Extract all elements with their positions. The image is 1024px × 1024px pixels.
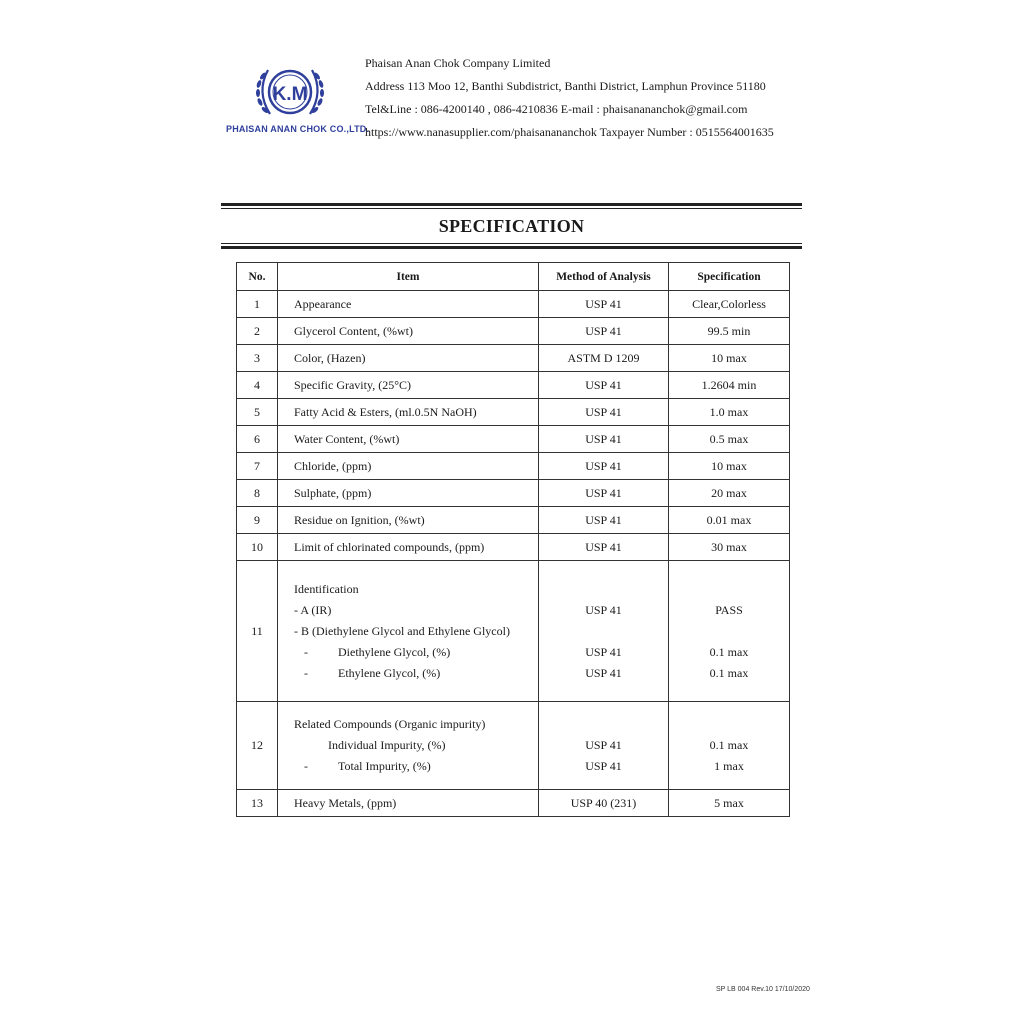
header-specification: Specification [669, 263, 790, 291]
item-sub-label: Ethylene Glycol, (%) [338, 665, 441, 680]
row-spec: 0.5 max [669, 426, 790, 453]
laurel-emblem-icon [246, 62, 334, 124]
table-row [237, 399, 790, 426]
row-spec [669, 561, 790, 702]
table-row [237, 345, 790, 372]
row-number: 1 [237, 291, 278, 318]
row-item: Chloride, (ppm) [278, 453, 539, 480]
logo-caption: PHAISAN ANAN CHOK CO.,LTD. [226, 124, 370, 134]
row-item: Fatty Acid & Esters, (ml.0.5N NaOH) [278, 399, 539, 426]
title-rule-top-thick [221, 203, 802, 206]
row-number: 2 [237, 318, 278, 345]
item-sub-label: Individual Impurity, (%) [328, 738, 446, 752]
method-value: USP 41 [585, 759, 622, 773]
item-heading: Related Compounds (Organic impurity) [294, 717, 486, 731]
table-row [237, 318, 790, 345]
header-method: Method of Analysis [539, 263, 669, 291]
row-item: Water Content, (%wt) [278, 426, 539, 453]
table-row [237, 372, 790, 399]
row-spec: 5 max [669, 790, 790, 817]
table-row [237, 561, 790, 702]
row-number: 3 [237, 345, 278, 372]
svg-text:K.M: K.M [272, 84, 308, 105]
item-dash: - [304, 665, 308, 680]
row-number: 11 [237, 561, 278, 702]
row-number: 6 [237, 426, 278, 453]
row-item: Sulphate, (ppm) [278, 480, 539, 507]
row-spec: 1.2604 min [669, 372, 790, 399]
table-row [237, 702, 790, 790]
item-dash: - [304, 644, 308, 659]
row-method: USP 41 [539, 534, 669, 561]
row-method: USP 41 [539, 480, 669, 507]
row-item [278, 561, 539, 702]
row-method: USP 41 [539, 372, 669, 399]
method-value: USP 41 [585, 738, 622, 752]
table-row [237, 507, 790, 534]
row-spec: 1.0 max [669, 399, 790, 426]
row-method [539, 702, 669, 790]
item-sub: - A (IR) [294, 602, 332, 617]
row-item: Appearance [278, 291, 539, 318]
specification-table [236, 262, 790, 817]
row-method: ASTM D 1209 [539, 345, 669, 372]
company-header [365, 52, 774, 144]
header-item: Item [278, 263, 539, 291]
table-row [237, 426, 790, 453]
row-item: Heavy Metals, (ppm) [278, 790, 539, 817]
header-no: No. [237, 263, 278, 291]
row-spec: 0.01 max [669, 507, 790, 534]
row-method: USP 41 [539, 453, 669, 480]
title-rule-top-thin [221, 208, 802, 209]
company-address: Address 113 Moo 12, Banthi Subdistrict, Banthi District, Lamphun Province 51180 [365, 79, 766, 93]
row-number: 5 [237, 399, 278, 426]
table-row [237, 291, 790, 318]
row-spec: 20 max [669, 480, 790, 507]
company-name: Phaisan Anan Chok Company Limited [365, 56, 551, 70]
row-number: 8 [237, 480, 278, 507]
row-method [539, 561, 669, 702]
row-method: USP 41 [539, 507, 669, 534]
item-heading: Identification [294, 581, 359, 596]
row-spec: 99.5 min [669, 318, 790, 345]
company-logo [226, 62, 370, 138]
method-value: USP 41 [585, 602, 622, 617]
row-item [278, 702, 539, 790]
row-spec: Clear,Colorless [669, 291, 790, 318]
row-item: Glycerol Content, (%wt) [278, 318, 539, 345]
row-method: USP 41 [539, 426, 669, 453]
row-method: USP 41 [539, 318, 669, 345]
row-item: Limit of chlorinated compounds, (ppm) [278, 534, 539, 561]
row-number: 12 [237, 702, 278, 790]
table-row [237, 480, 790, 507]
row-spec: 10 max [669, 345, 790, 372]
spec-value: 1 max [714, 759, 744, 773]
spec-value: 0.1 max [709, 665, 749, 680]
row-item: Residue on Ignition, (%wt) [278, 507, 539, 534]
item-sub-label: Diethylene Glycol, (%) [338, 644, 451, 659]
item-sub [294, 663, 538, 684]
spec-value: PASS [715, 602, 743, 617]
item-sub [294, 756, 538, 777]
item-sub-label: Total Impurity, (%) [338, 759, 431, 773]
spec-value: 0.1 max [709, 644, 749, 659]
table-row [237, 534, 790, 561]
row-number: 9 [237, 507, 278, 534]
company-contact: Tel&Line : 086-4200140 , 086-4210836 E-mail : phaisanananchok@gmail.com [365, 102, 748, 116]
table-header-row [237, 263, 790, 291]
title-rule-bottom-thin [221, 243, 802, 244]
row-number: 7 [237, 453, 278, 480]
row-item: Color, (Hazen) [278, 345, 539, 372]
row-number: 13 [237, 790, 278, 817]
title-rule-bottom-thick [221, 246, 802, 249]
row-method: USP 41 [539, 399, 669, 426]
method-value: USP 41 [585, 665, 622, 680]
item-sub [294, 642, 538, 663]
row-spec: 10 max [669, 453, 790, 480]
method-value: USP 41 [585, 644, 622, 659]
document-footer-code: SP LB 004 Rev.10 17/10/2020 [716, 986, 810, 993]
row-spec [669, 702, 790, 790]
row-method: USP 41 [539, 291, 669, 318]
row-number: 4 [237, 372, 278, 399]
page-title: SPECIFICATION [438, 216, 585, 236]
row-item: Specific Gravity, (25°C) [278, 372, 539, 399]
table-row [237, 790, 790, 817]
row-method: USP 40 (231) [539, 790, 669, 817]
row-number: 10 [237, 534, 278, 561]
row-spec: 30 max [669, 534, 790, 561]
company-web: https://www.nanasupplier.com/phaisanananchok Taxpayer Number : 0515564001635 [365, 125, 774, 139]
item-sub: - B (Diethylene Glycol and Ethylene Glycol) [294, 623, 510, 638]
item-dash: - [304, 759, 308, 773]
table-row [237, 453, 790, 480]
spec-value: 0.1 max [709, 738, 749, 752]
